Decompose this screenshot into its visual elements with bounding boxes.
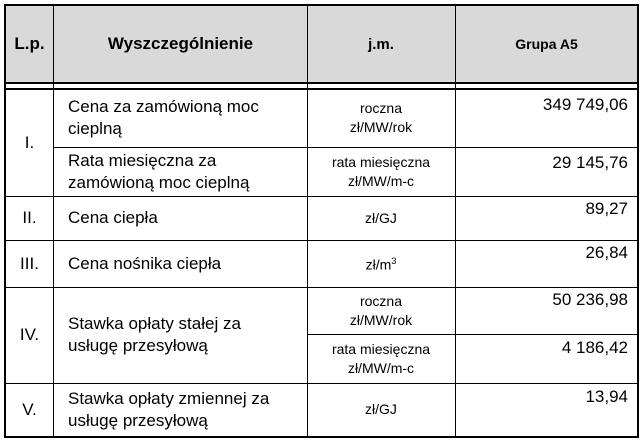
header-group: Grupa A5 bbox=[515, 36, 578, 52]
row-line-1 bbox=[54, 147, 638, 148]
row-1-desc-line1: Cena za zamówioną moc bbox=[68, 97, 259, 116]
border-top bbox=[4, 4, 639, 6]
row-7-desc-line1: Stawka opłaty zmiennej za bbox=[68, 388, 270, 408]
row-1-unit bbox=[307, 89, 455, 147]
row-line-3 bbox=[4, 240, 639, 241]
row-7-desc-line2: usługę przesyłową bbox=[68, 410, 208, 430]
row-1-unit-line2: zł/MW/rok bbox=[349, 119, 413, 135]
row-4-unit-superscript: 3 bbox=[391, 256, 397, 267]
col-line-1 bbox=[53, 4, 54, 438]
row-2-desc-line1: Rata miesięczna za bbox=[68, 150, 217, 170]
row-5-desc-line1: Stawka opłaty stałej za bbox=[68, 314, 241, 333]
row-7-value: 13,94 bbox=[585, 387, 628, 406]
row-4-unit-base: zł/m bbox=[365, 256, 392, 273]
header-separator-2 bbox=[4, 88, 639, 90]
row-2-description bbox=[54, 147, 307, 196]
row-2-unit-line1: rata miesięczna bbox=[331, 153, 431, 170]
row-2-unit-line2: zł/MW/m-c bbox=[347, 172, 415, 189]
row-7-unit: zł/GJ bbox=[365, 401, 397, 417]
header-unit: j.m. bbox=[368, 35, 394, 53]
header-description: Wyszczególnienie bbox=[107, 34, 254, 53]
border-right bbox=[637, 4, 639, 438]
row-1-desc-line2: cieplną bbox=[68, 119, 122, 138]
row-4-unit bbox=[307, 240, 455, 287]
row-5-desc-line2: usługę przesyłową bbox=[68, 336, 208, 355]
row-line-4 bbox=[4, 287, 639, 288]
row-4-description: Cena nośnika ciepła bbox=[68, 253, 222, 273]
row-4-value: 26,84 bbox=[585, 243, 628, 262]
row-line-6 bbox=[4, 383, 639, 384]
row-7-description bbox=[54, 383, 307, 436]
header-separator-1 bbox=[4, 82, 639, 84]
row-6-value: 4 186,42 bbox=[561, 338, 628, 357]
row-3-unit: zł/GJ bbox=[365, 209, 397, 226]
row-2-unit bbox=[307, 147, 455, 196]
row-1-description bbox=[54, 89, 307, 147]
header-lp: L.p. bbox=[14, 34, 45, 53]
row-5-value: 50 236,98 bbox=[552, 290, 628, 309]
row-lp-5: V. bbox=[22, 399, 37, 419]
row-6-unit bbox=[307, 334, 455, 383]
row-1-unit-line1: roczna bbox=[359, 100, 403, 116]
row-2-desc-line2: zamówioną moc cieplną bbox=[68, 172, 250, 192]
row-1-value: 349 749,06 bbox=[542, 95, 628, 114]
row-5-unit bbox=[307, 287, 455, 334]
row-3-description: Cena ciepła bbox=[68, 208, 158, 227]
row-2-value: 29 145,76 bbox=[552, 153, 628, 172]
col-line-2 bbox=[307, 4, 308, 438]
row-lp-2: II. bbox=[22, 208, 37, 227]
row-5-unit-line1: roczna bbox=[359, 292, 403, 309]
row-6-unit-line1: rata miesięczna bbox=[331, 340, 431, 357]
border-left bbox=[4, 4, 6, 438]
row-lp-4: IV. bbox=[19, 325, 40, 344]
row-5-unit-line2: zł/MW/rok bbox=[349, 311, 413, 328]
row-5-description bbox=[54, 287, 307, 383]
row-3-value: 89,27 bbox=[585, 199, 628, 218]
row-lp-1: I. bbox=[24, 132, 35, 152]
row-6-unit-line2: zł/MW/m-c bbox=[347, 359, 415, 376]
col-line-3 bbox=[455, 4, 456, 438]
border-bottom bbox=[4, 436, 639, 438]
row-line-5 bbox=[307, 334, 638, 335]
row-line-2 bbox=[4, 196, 639, 197]
row-lp-3: III. bbox=[20, 253, 39, 273]
